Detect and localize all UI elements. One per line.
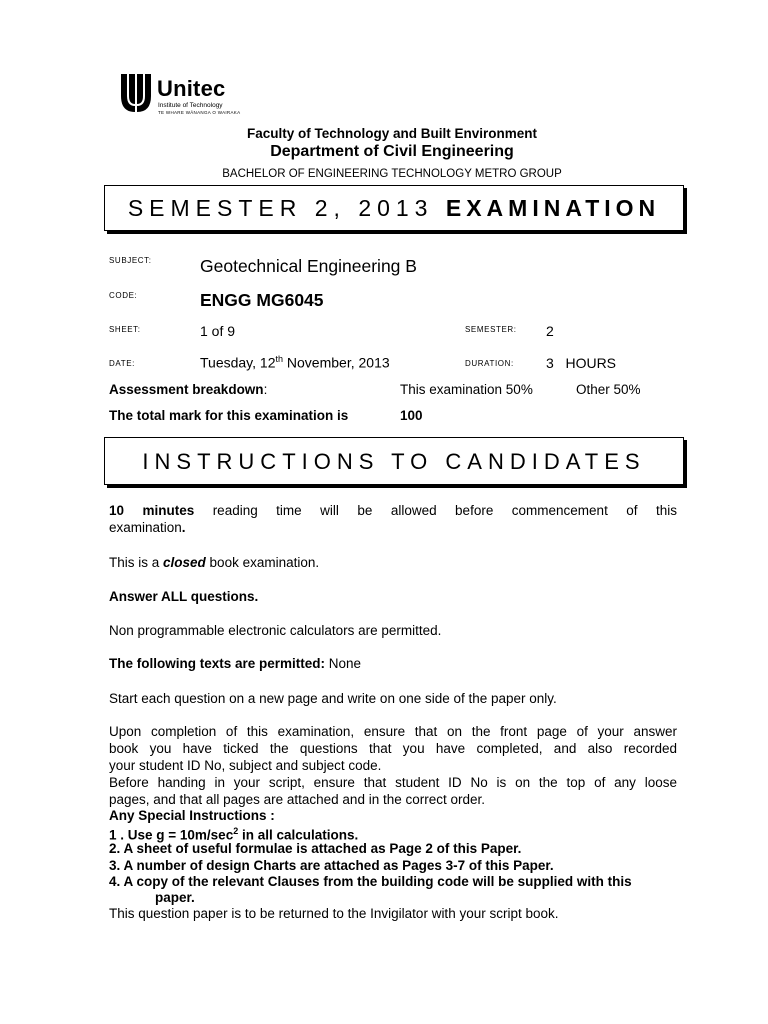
closed-book-note: This is a closed book examination. <box>109 555 320 570</box>
code-value: ENGG MG6045 <box>200 290 324 310</box>
instructions-banner <box>104 437 684 485</box>
date-value: Tuesday, 12th November, 2013 <box>200 354 390 371</box>
permitted-texts-note: The following texts are permitted: None <box>109 656 362 671</box>
duration-label: DURATION: <box>465 359 514 368</box>
special-instructions-heading: Any Special Instructions : <box>109 808 275 823</box>
completion-line1: Upon completion of this examination, ensure that on the front page of your answer <box>109 724 677 739</box>
completion-line2: book you have ticked the questions that you have completed, and also recorded <box>109 741 677 756</box>
reading-time-line2: examination. <box>109 520 186 535</box>
calculators-note: Non programmable electronic calculators are permitted. <box>109 623 442 638</box>
logo-maori-subtitle: TE WHARE WĀNANGA O WAIRAKA <box>158 110 241 115</box>
exam-banner <box>104 185 684 231</box>
handing-in-line2: pages, and that all pages are attached and in the correct order. <box>109 792 486 807</box>
assessment-other: Other 50% <box>576 382 641 397</box>
reading-time-line1: 10 minutes reading time will be allowed before commencement of this <box>109 503 677 518</box>
logo-subtitle: Institute of Technology <box>158 102 223 109</box>
sheet-value: 1 of 9 <box>200 323 236 339</box>
special-instruction-3: 3. A number of design Charts are attached as Pages 3-7 of this Paper. <box>109 858 554 873</box>
assessment-label: Assessment breakdown: <box>109 382 268 397</box>
instructions-banner-text: INSTRUCTIONS TO CANDIDATES <box>142 449 646 474</box>
completion-line3: your student ID No, subject and subject code. <box>109 758 382 773</box>
code-label: CODE: <box>109 291 138 300</box>
special-instruction-2: 2. A sheet of useful formulae is attached as Page 2 of this Paper. <box>109 841 522 856</box>
return-paper-note: This question paper is to be returned to the Invigilator with your script book. <box>109 906 559 921</box>
semester-label: SEMESTER: <box>465 325 517 334</box>
department-name: Department of Civil Engineering <box>270 143 514 160</box>
start-each-question-note: Start each question on a new page and write on one side of the paper only. <box>109 691 557 706</box>
special-instruction-4-line1: 4. A copy of the relevant Clauses from the building code will be supplied with this <box>109 874 632 889</box>
date-label: DATE: <box>109 359 135 368</box>
special-instruction-1: 1 . Use $g = 10m/\sec^2$ in all calculations. <box>109 826 359 843</box>
program-name: BACHELOR OF ENGINEERING TECHNOLOGY METRO GROUP <box>222 168 562 180</box>
exam-banner-text <box>105 195 683 222</box>
total-mark-label: The total mark for this examination is <box>109 408 349 423</box>
total-mark-value: 100 <box>400 408 423 423</box>
subject-label: SUBJECT: <box>109 256 152 265</box>
unitec-u-logo-icon <box>118 70 158 116</box>
sheet-label: SHEET: <box>109 325 141 334</box>
answer-all-note: Answer ALL questions. <box>109 589 259 604</box>
logo-wordmark: Unitec <box>157 76 226 101</box>
assessment-exam: This examination 50% <box>400 382 533 397</box>
semester-value: 2 <box>546 323 554 339</box>
examination-word: EXAMINATION <box>445 195 661 221</box>
subject-value: Geotechnical Engineering B <box>200 256 417 276</box>
semester-year: SEMESTER 2, 2013 <box>127 195 434 221</box>
duration-value: 3 HOURS <box>546 355 617 371</box>
handing-in-line1: Before handing in your script, ensure that student ID No is on the top of any loose <box>109 775 677 790</box>
faculty-name: Faculty of Technology and Built Environment <box>246 126 537 141</box>
special-instruction-4-line2: paper. <box>155 890 195 905</box>
